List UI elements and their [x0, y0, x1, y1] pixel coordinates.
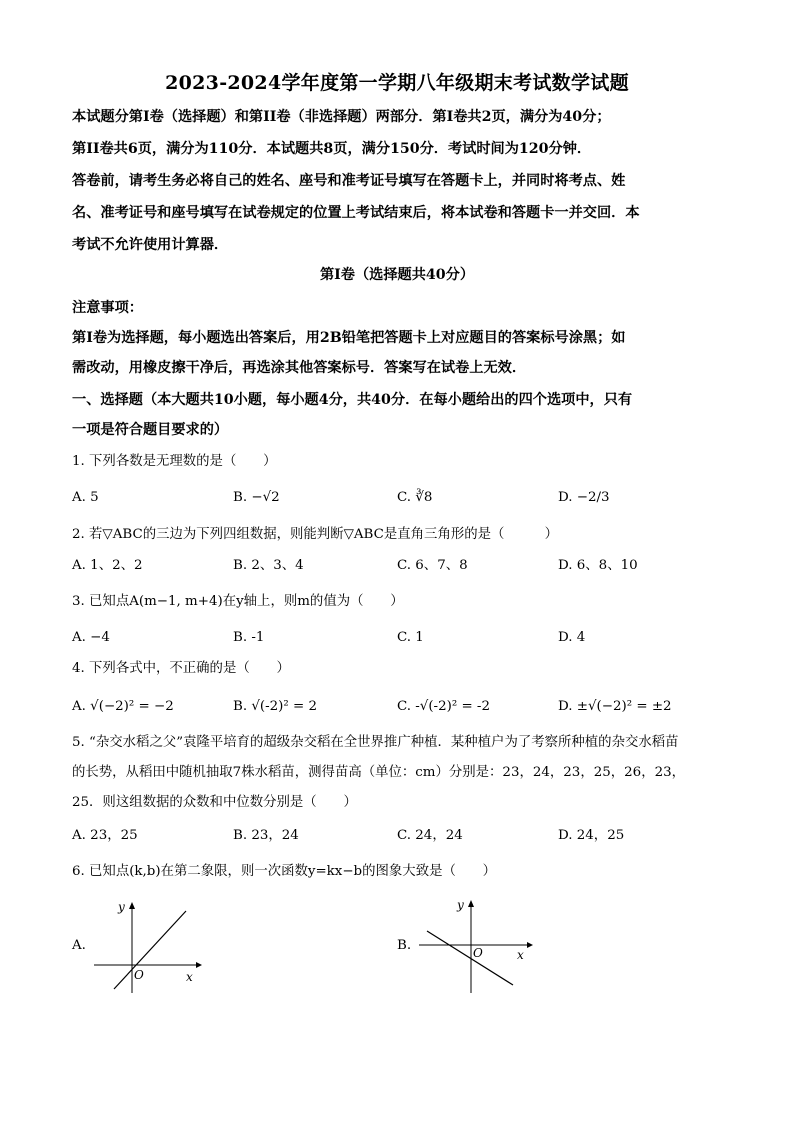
question-1-option-a: A. 5	[72, 490, 99, 505]
question-3-option-d: D. 4	[558, 630, 586, 645]
notice-line-2: 需改动，用橡皮擦干净后，再选涂其他答案标号．答案写在试卷上无效．	[72, 360, 527, 376]
question-4-option-a: A. √(−2)² = −2	[72, 699, 174, 714]
question-4-option-d: D. ±√(−2)² = ±2	[558, 699, 672, 714]
question-5-stem-3: 25．则这组数据的众数和中位数分别是（ ）	[72, 795, 357, 810]
intro-line-3: 答卷前，请考生务必将自己的姓名、座号和准考证号填写在答题卡上，并同时将考点、姓	[72, 173, 626, 189]
question-4-option-c: C. -√(-2)² = -2	[397, 699, 490, 714]
exam-title: 2023-2024学年度第一学期八年级期末考试数学试题	[165, 72, 629, 94]
function-line-b	[427, 931, 513, 985]
origin-label: O	[134, 968, 144, 982]
x-axis-label: x	[186, 970, 193, 984]
question-6-graph-b	[415, 895, 535, 995]
question-5-option-b: B. 23，24	[233, 828, 299, 843]
question-4-option-b: B. √(-2)² = 2	[233, 699, 317, 714]
notice-line-1: 第I卷为选择题，每小题选出答案后，用2B铅笔把答题卡上对应题目的答案标号涂黑；如	[72, 330, 626, 346]
question-2-option-b: B. 2、3、4	[233, 558, 304, 573]
intro-line-4: 名、准考证号和座号填写在试卷规定的位置上考试结束后，将本试卷和答题卡一并交回．本	[72, 205, 640, 221]
question-3-stem: 3. 已知点A(m−1, m+4)在y轴上，则m的值为（ ）	[72, 594, 404, 609]
question-1-option-c: C. ∛8	[397, 490, 433, 505]
question-2-option-c: C. 6、7、8	[397, 558, 468, 573]
origin-label: O	[473, 946, 483, 960]
question-6-option-a: A.	[72, 938, 86, 953]
question-5-stem-1: 5. “杂交水稻之父”袁隆平培育的超级杂交稻在全世界推广种植．某种植户为了考察所种植的杂交水稻苗	[72, 735, 679, 750]
question-2-option-a: A. 1、2、2	[72, 558, 143, 573]
y-axis-label: y	[457, 898, 464, 912]
y-axis-arrow	[468, 900, 474, 907]
intro-line-1: 本试题分第I卷（选择题）和第II卷（非选择题）两部分．第I卷共2页，满分为40分；	[72, 109, 611, 125]
notice-heading: 注意事项：	[72, 300, 143, 316]
question-3-option-a: A. −4	[72, 630, 110, 645]
section-heading-2: 一项是符合题目要求的）	[72, 422, 229, 438]
question-4-stem: 4. 下列各式中，不正确的是（ ）	[72, 661, 290, 676]
question-5-stem-2: 的长势，从稻田中随机抽取7株水稻苗，测得苗高（单位：cm）分别是：23，24，23，25，26，23，	[72, 765, 686, 780]
x-axis-arrow	[527, 942, 533, 948]
question-1-option-d: D. −2/3	[558, 490, 610, 505]
question-2-stem: 2. 若▽ABC的三边为下列四组数据，则能判断▽ABC是直角三角形的是（ ）	[72, 527, 558, 542]
part1-heading: 第I卷（选择题共40分）	[319, 267, 475, 283]
intro-line-2: 第II卷共6页，满分为110分．本试题共8页，满分150分．考试时间为120分钟．	[72, 141, 592, 157]
question-1-option-b: B. −√2	[233, 490, 280, 505]
question-3-option-c: C. 1	[397, 630, 424, 645]
question-1-stem: 1. 下列各数是无理数的是（ ）	[72, 454, 277, 469]
question-5-option-d: D. 24，25	[558, 828, 625, 843]
question-6-graph-a	[90, 895, 205, 995]
question-5-option-a: A. 23，25	[72, 828, 138, 843]
question-5-option-c: C. 24，24	[397, 828, 463, 843]
question-2-option-d: D. 6、8、10	[558, 558, 638, 573]
question-6-option-b: B.	[397, 938, 412, 953]
question-6-stem: 6. 已知点(k,b)在第二象限，则一次函数y=kx−b的图象大致是（ ）	[72, 864, 497, 879]
section-heading-1: 一、选择题（本大题共10小题，每小题4分，共40分．在每小题给出的四个选项中，只有	[72, 392, 633, 408]
question-3-option-b: B. -1	[233, 630, 265, 645]
y-axis-label: y	[118, 900, 125, 914]
intro-line-5: 考试不允许使用计算器．	[72, 237, 229, 253]
x-axis-arrow	[196, 962, 202, 968]
x-axis-label: x	[517, 948, 524, 962]
y-axis-arrow	[129, 902, 135, 909]
function-line-a	[114, 911, 186, 989]
